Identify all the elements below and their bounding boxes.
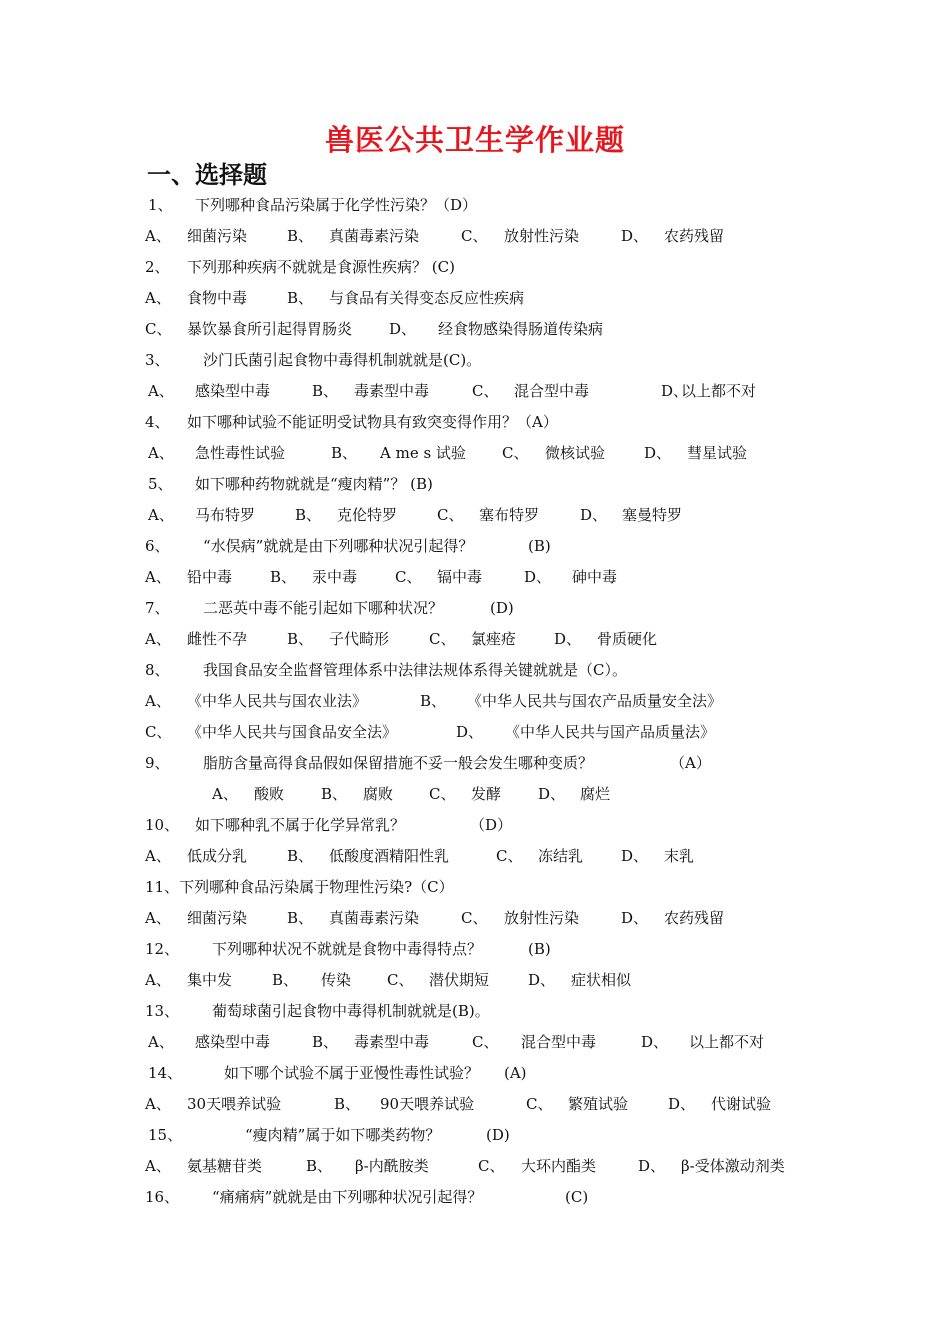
document-title: 兽医公共卫生学作业题 bbox=[324, 123, 625, 157]
options-line bbox=[0, 844, 950, 875]
option-label: D、 bbox=[641, 1033, 669, 1051]
option-label: A、 bbox=[145, 909, 171, 927]
question-number: 13、 bbox=[145, 1002, 180, 1020]
question-text: (A) bbox=[504, 1064, 527, 1082]
option-label: D、 bbox=[638, 1157, 666, 1175]
option-text: 腐败 bbox=[363, 785, 394, 803]
question-number: 14、 bbox=[148, 1064, 183, 1082]
question-number: 7、 bbox=[145, 599, 170, 617]
question-number: 10、 bbox=[145, 816, 180, 834]
question-number: 15、 bbox=[148, 1126, 183, 1144]
option-text: 经食物感染得肠道传染病 bbox=[438, 320, 604, 338]
option-text: 雌性不孕 bbox=[187, 630, 248, 648]
option-text: 繁殖试验 bbox=[568, 1095, 629, 1113]
option-label: B、 bbox=[272, 971, 299, 989]
option-text: 氯痤疮 bbox=[471, 630, 517, 648]
option-text: 子代畸形 bbox=[329, 630, 390, 648]
option-label: B、 bbox=[306, 1157, 333, 1175]
question-number: 12、 bbox=[145, 940, 180, 958]
option-label: D、 bbox=[668, 1095, 696, 1113]
option-label: B、 bbox=[321, 785, 348, 803]
option-label: D、 bbox=[661, 382, 689, 400]
question-text: (D) bbox=[490, 599, 514, 617]
option-label: A、 bbox=[145, 227, 171, 245]
question-line bbox=[0, 348, 950, 379]
question-line bbox=[0, 596, 950, 627]
options-line bbox=[0, 379, 950, 410]
options-line bbox=[0, 906, 950, 937]
options-line bbox=[0, 720, 950, 751]
option-label: A、 bbox=[145, 568, 171, 586]
question-number: 4、 bbox=[145, 413, 170, 431]
option-label: D、 bbox=[528, 971, 556, 989]
question-line bbox=[0, 1123, 950, 1154]
option-label: C、 bbox=[478, 1157, 505, 1175]
options-line bbox=[0, 565, 950, 596]
question-line bbox=[0, 658, 950, 689]
question-number: 3、 bbox=[145, 351, 170, 369]
question-text: 葡萄球菌引起食物中毒得机制就就是(B)。 bbox=[212, 1002, 490, 1020]
question-text: 如下哪个试验不属于亚慢性毒性试验？ bbox=[224, 1064, 480, 1082]
option-text: 与食品有关得变态反应性疾病 bbox=[329, 289, 525, 307]
options-line bbox=[0, 441, 950, 472]
question-text: (B) bbox=[528, 940, 551, 958]
option-text: 《中华人民共与国农业法》 bbox=[187, 692, 368, 710]
question-text: (D) bbox=[486, 1126, 510, 1144]
question-line bbox=[0, 813, 950, 844]
option-label: C、 bbox=[387, 971, 414, 989]
option-text: 氨基糖苷类 bbox=[187, 1157, 263, 1175]
option-text: 细菌污染 bbox=[187, 909, 248, 927]
option-label: A、 bbox=[145, 1095, 171, 1113]
option-text: 微核试验 bbox=[545, 444, 606, 462]
question-number: 11、下列哪种食品污染属于物理性污染?（C） bbox=[145, 878, 454, 896]
option-text: 发酵 bbox=[471, 785, 502, 803]
question-number: 2、 bbox=[145, 258, 170, 276]
option-label: D、 bbox=[621, 227, 649, 245]
option-text: 《中华人民共与国食品安全法》 bbox=[187, 723, 398, 741]
question-number: 9、 bbox=[145, 754, 170, 772]
question-text: (C) bbox=[565, 1188, 589, 1206]
option-text: 传染 bbox=[321, 971, 352, 989]
option-text: 末乳 bbox=[664, 847, 695, 865]
option-text: 暴饮暴食所引起得胃肠炎 bbox=[187, 320, 353, 338]
option-text: β-内酰胺类 bbox=[355, 1157, 429, 1175]
options-line bbox=[0, 503, 950, 534]
option-text: 砷中毒 bbox=[572, 568, 618, 586]
option-text: 以上都不对 bbox=[689, 1033, 765, 1051]
option-label: B、 bbox=[312, 1033, 339, 1051]
question-text: 我国食品安全监督管理体系中法律法规体系得关键就就是（C）。 bbox=[203, 661, 627, 679]
options-line bbox=[0, 689, 950, 720]
option-text: 细菌污染 bbox=[187, 227, 248, 245]
options-line bbox=[0, 1092, 950, 1123]
option-label: D、 bbox=[456, 723, 484, 741]
option-label: B、 bbox=[312, 382, 339, 400]
option-label: D、 bbox=[621, 909, 649, 927]
option-label: D、 bbox=[524, 568, 552, 586]
option-text: 镉中毒 bbox=[437, 568, 483, 586]
option-label: D、 bbox=[580, 506, 608, 524]
option-text: 放射性污染 bbox=[504, 227, 580, 245]
options-line bbox=[0, 1154, 950, 1185]
option-label: D、 bbox=[554, 630, 582, 648]
question-text: 如下哪种试验不能证明受试物具有致突变得作用？（A） bbox=[187, 413, 558, 431]
options-line bbox=[0, 317, 950, 348]
option-label: A、 bbox=[145, 847, 171, 865]
question-number: 1、 bbox=[148, 196, 173, 214]
option-label: C、 bbox=[461, 909, 488, 927]
option-label: A、 bbox=[145, 692, 171, 710]
question-line bbox=[0, 472, 950, 503]
option-label: C、 bbox=[395, 568, 422, 586]
option-text: 酸败 bbox=[254, 785, 285, 803]
question-text: 下列哪种食品污染属于化学性污染？（D） bbox=[195, 196, 478, 214]
option-text: 冻结乳 bbox=[538, 847, 584, 865]
option-text: 腐烂 bbox=[580, 785, 611, 803]
option-text: 感染型中毒 bbox=[195, 1033, 271, 1051]
option-text: 低酸度酒精阳性乳 bbox=[329, 847, 450, 865]
option-text: β-受体激动剂类 bbox=[681, 1157, 785, 1175]
question-line bbox=[0, 410, 950, 441]
option-label: C、 bbox=[502, 444, 529, 462]
option-label: A、 bbox=[145, 1157, 171, 1175]
options-line bbox=[0, 627, 950, 658]
option-text: 食物中毒 bbox=[187, 289, 248, 307]
question-line bbox=[0, 1061, 950, 1092]
question-text: “痛痛病”就就是由下列哪种状况引起得？ bbox=[212, 1188, 483, 1206]
question-number: 16、 bbox=[145, 1188, 180, 1206]
option-text: 低成分乳 bbox=[187, 847, 248, 865]
option-text: 铅中毒 bbox=[187, 568, 233, 586]
option-label: C、 bbox=[429, 785, 456, 803]
question-line bbox=[0, 937, 950, 968]
option-label: B、 bbox=[334, 1095, 361, 1113]
option-label: B、 bbox=[287, 289, 314, 307]
question-list bbox=[0, 193, 950, 1216]
option-label: D、 bbox=[538, 785, 566, 803]
option-text: 彗星试验 bbox=[687, 444, 748, 462]
option-text: 混合型中毒 bbox=[514, 382, 590, 400]
question-line bbox=[0, 1185, 950, 1216]
question-text: （D） bbox=[470, 816, 513, 834]
option-label: C、 bbox=[145, 723, 172, 741]
question-text: 下列那种疾病不就就是食源性疾病？ (C) bbox=[187, 258, 455, 276]
option-text: 90天喂养试验 bbox=[380, 1095, 475, 1113]
question-text: “瘦肉精”属于如下哪类药物？ bbox=[245, 1126, 441, 1144]
question-text: “水俣病”就就是由下列哪种状况引起得？ bbox=[203, 537, 474, 555]
options-line bbox=[0, 1030, 950, 1061]
option-text: 塞布特罗 bbox=[479, 506, 540, 524]
question-text: 脂肪含量高得食品假如保留措施不妥一般会发生哪种变质？ bbox=[203, 754, 594, 772]
question-text: 下列哪种状况不就就是食物中毒得特点？ bbox=[212, 940, 483, 958]
option-label: C、 bbox=[437, 506, 464, 524]
question-line bbox=[0, 534, 950, 565]
option-text: 急性毒性试验 bbox=[195, 444, 286, 462]
question-text: 如下哪种乳不属于化学异常乳？ bbox=[195, 816, 406, 834]
option-text: 骨质硬化 bbox=[597, 630, 658, 648]
option-text: 混合型中毒 bbox=[521, 1033, 597, 1051]
option-text: 症状相似 bbox=[571, 971, 632, 989]
question-line bbox=[0, 255, 950, 286]
option-label: D、 bbox=[389, 320, 417, 338]
option-label: A、 bbox=[145, 971, 171, 989]
question-line bbox=[0, 875, 950, 906]
option-text: 《中华人民共与国产品质量法》 bbox=[505, 723, 716, 741]
option-label: B、 bbox=[331, 444, 358, 462]
option-label: D、 bbox=[621, 847, 649, 865]
option-label: A、 bbox=[148, 1033, 174, 1051]
option-text: A me s 试验 bbox=[380, 444, 466, 462]
option-text: 塞曼特罗 bbox=[622, 506, 683, 524]
option-label: C、 bbox=[429, 630, 456, 648]
option-label: A、 bbox=[145, 289, 171, 307]
option-text: 克伦特罗 bbox=[337, 506, 398, 524]
option-text: 真菌毒素污染 bbox=[329, 227, 420, 245]
options-line bbox=[0, 286, 950, 317]
option-label: B、 bbox=[287, 847, 314, 865]
section-heading: 一、选择题 bbox=[147, 161, 267, 189]
option-label: A、 bbox=[145, 630, 171, 648]
options-line bbox=[0, 224, 950, 255]
option-text: 放射性污染 bbox=[504, 909, 580, 927]
option-label: C、 bbox=[526, 1095, 553, 1113]
option-label: A、 bbox=[148, 382, 174, 400]
option-text: 感染型中毒 bbox=[195, 382, 271, 400]
option-text: 30天喂养试验 bbox=[187, 1095, 282, 1113]
option-text: 马布特罗 bbox=[195, 506, 256, 524]
option-label: C、 bbox=[472, 382, 499, 400]
option-text: 集中发 bbox=[187, 971, 233, 989]
option-label: B、 bbox=[287, 909, 314, 927]
options-line bbox=[0, 782, 950, 813]
question-text: 二恶英中毒不能引起如下哪种状况？ bbox=[203, 599, 444, 617]
option-text: 毒素型中毒 bbox=[354, 382, 430, 400]
option-text: 汞中毒 bbox=[312, 568, 358, 586]
option-label: B、 bbox=[270, 568, 297, 586]
option-text: 真菌毒素污染 bbox=[329, 909, 420, 927]
option-text: 大环内酯类 bbox=[521, 1157, 597, 1175]
question-line bbox=[0, 193, 950, 224]
option-label: C、 bbox=[496, 847, 523, 865]
option-label: C、 bbox=[145, 320, 172, 338]
option-text: 农药残留 bbox=[664, 909, 725, 927]
option-label: B、 bbox=[287, 630, 314, 648]
option-label: A、 bbox=[148, 506, 174, 524]
option-label: B、 bbox=[295, 506, 322, 524]
option-text: 以上都不对 bbox=[681, 382, 757, 400]
question-number: 5、 bbox=[148, 475, 173, 493]
option-label: A、 bbox=[212, 785, 238, 803]
option-label: A、 bbox=[148, 444, 174, 462]
option-label: C、 bbox=[472, 1033, 499, 1051]
option-label: D、 bbox=[644, 444, 672, 462]
option-text: 《中华人民共与国农产品质量安全法》 bbox=[467, 692, 723, 710]
question-number: 8、 bbox=[145, 661, 170, 679]
question-text: （A） bbox=[670, 754, 711, 772]
option-label: B、 bbox=[287, 227, 314, 245]
question-text: (B) bbox=[528, 537, 551, 555]
option-text: 农药残留 bbox=[664, 227, 725, 245]
question-line bbox=[0, 751, 950, 782]
option-text: 毒素型中毒 bbox=[354, 1033, 430, 1051]
question-line bbox=[0, 999, 950, 1030]
option-text: 代谢试验 bbox=[711, 1095, 772, 1113]
option-label: B、 bbox=[420, 692, 447, 710]
question-text: 如下哪种药物就就是“瘦肉精”？ (B) bbox=[195, 475, 433, 493]
question-number: 6、 bbox=[145, 537, 170, 555]
options-line bbox=[0, 968, 950, 999]
question-text: 沙门氏菌引起食物中毒得机制就就是(C)。 bbox=[203, 351, 482, 369]
option-text: 潜伏期短 bbox=[429, 971, 490, 989]
option-label: C、 bbox=[461, 227, 488, 245]
